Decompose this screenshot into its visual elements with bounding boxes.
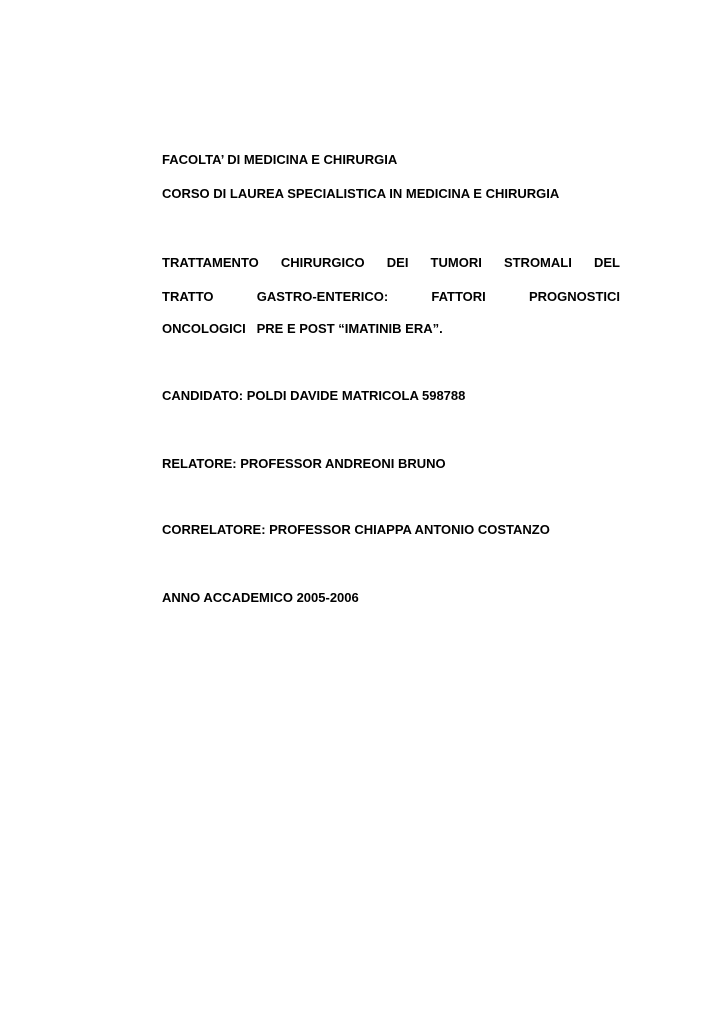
candidate-line: CANDIDATO: POLDI DAVIDE MATRICOLA 598788 <box>162 388 466 403</box>
thesis-title-line-3: ONCOLOGICI PRE E POST “IMATINIB ERA”. <box>162 321 443 336</box>
title-word: GASTRO-ENTERICO: <box>256 289 389 304</box>
course-heading: CORSO DI LAUREA SPECIALISTICA IN MEDICINA E CHIRURGIA <box>162 186 560 201</box>
title-word: TUMORI <box>430 255 482 270</box>
title-word: PROGNOSTICI <box>528 289 620 304</box>
thesis-title-line-2 <box>162 289 620 305</box>
title-word: DEL <box>593 255 620 270</box>
faculty-heading: FACOLTA’ DI MEDICINA E CHIRURGIA <box>162 152 398 167</box>
title-word: TRATTO <box>162 289 214 304</box>
title-word: CHIRURGICO <box>280 255 365 270</box>
supervisor-line: RELATORE: PROFESSOR ANDREONI BRUNO <box>162 456 446 471</box>
co-supervisor-line: CORRELATORE: PROFESSOR CHIAPPA ANTONIO COSTANZO <box>162 522 550 537</box>
thesis-title-line-1 <box>162 255 620 271</box>
title-word: FATTORI <box>431 289 486 304</box>
title-word: STROMALI <box>503 255 572 270</box>
title-word: TRATTAMENTO <box>162 255 259 270</box>
title-word: DEI <box>386 255 409 270</box>
academic-year-line: ANNO ACCADEMICO 2005-2006 <box>162 590 359 605</box>
